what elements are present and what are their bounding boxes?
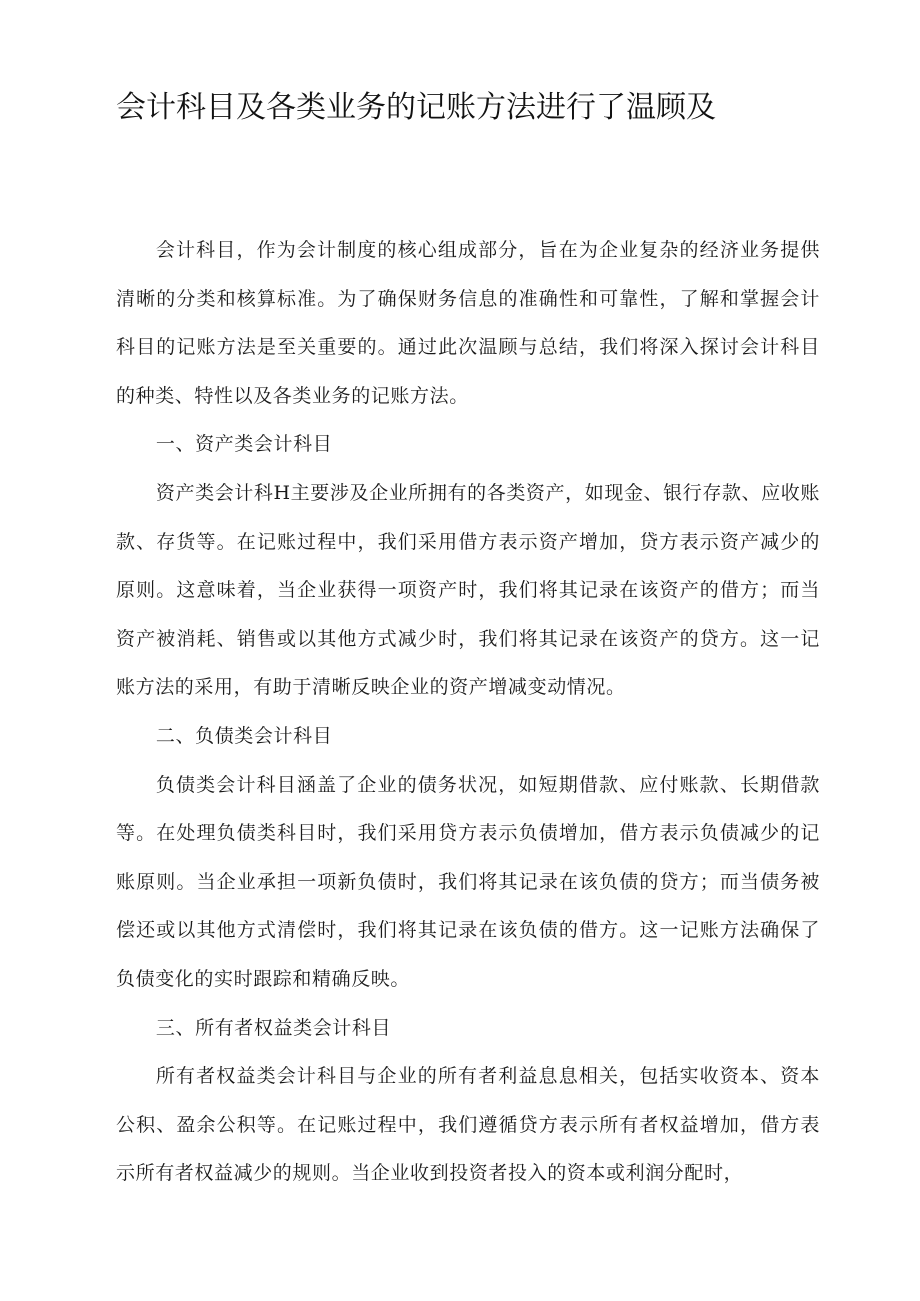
- paragraph-assets: 资产类会计科H主要涉及企业所拥有的各类资产，如现金、银行存款、应收账款、存货等。在记账过程中，我们采用借方表示资产增加，贷方表示资产减少的原则。这意味着，当企业获得一项资产时，我们将其记录在该资产的借方；而当资产被消耗、销售或以其他方式减少时，我们将其记录在该资产的贷方。这一记账方法的采用，有助于清晰反映企业的资产增减变动情况。: [116, 481, 820, 699]
- section-heading-assets: 一、资产类会计科目: [155, 433, 333, 456]
- paragraph-intro: 会计科目，作为会计制度的核心组成部分，旨在为企业复杂的经济业务提供清晰的分类和核算标准。为了确保财务信息的准确性和可靠性，了解和掌握会计科目的记账方法是至关重要的。通过此次温顾与总结，我们将深入探讨会计科目的种类、特性以及各类业务的记账方法。: [116, 239, 820, 407]
- paragraph-equity: 所有者权益类会计科目与企业的所有者利益息息相关，包括实收资本、资本公积、盈余公积等。在记账过程中，我们遵循贷方表示所有者权益增加，借方表示所有者权益减少的规则。当企业收到投资者投入的资本或利润分配时，: [116, 1065, 820, 1185]
- paragraph-liabilities: 负债类会计科目涵盖了企业的债务状况，如短期借款、应付账款、长期借款等。在处理负债类科目时，我们采用贷方表示负债增加，借方表示负债减少的记账原则。当企业承担一项新负债时，我们将其记录在该负债的贷方；而当债务被偿还或以其他方式清偿时，我们将其记录在该负债的借方。这一记账方法确保了负债变化的实时跟踪和精确反映。: [116, 773, 820, 990]
- document-body: [116, 226, 820, 1198]
- section-heading-liabilities: 二、负债类会计科目: [155, 724, 333, 747]
- document-title: 会计科目及各类业务的记账方法进行了温顾及: [116, 90, 716, 125]
- section-heading-equity: 三、所有者权益类会计科目: [155, 1016, 392, 1039]
